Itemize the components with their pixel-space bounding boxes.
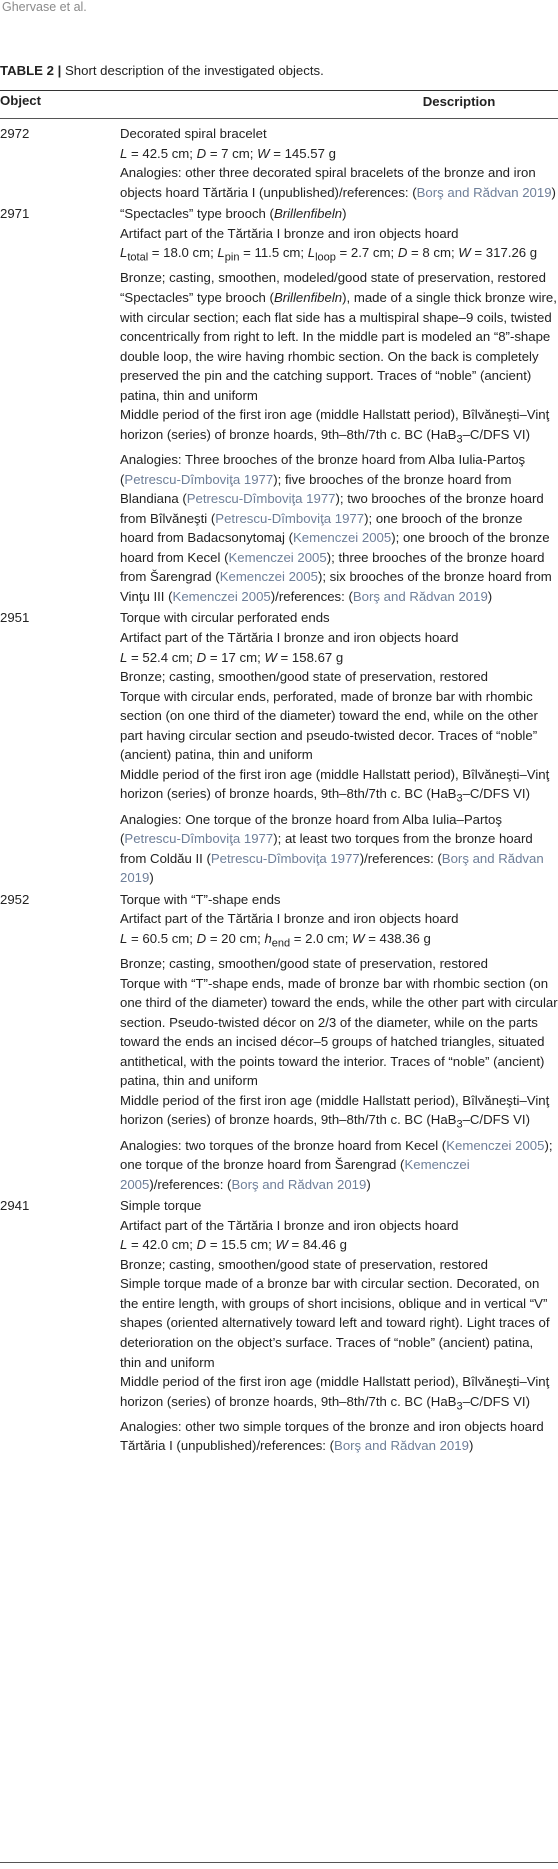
analogies-text: ); two brooches of the bronze hoard from Bîlvăneşti (	[120, 491, 544, 526]
object-title: Torque with circular perforated ends	[120, 610, 330, 626]
object-analogies	[120, 1417, 558, 1456]
object-measurements: L = 42.5 cm; D = 7 cm; W = 145.57 g	[120, 145, 336, 161]
object-artifact: Artifact part of the Tărtăria I bronze and iron objects hoard	[120, 629, 459, 645]
object-measurements: L = 52.4 cm; D = 17 cm; W = 158.67 g	[120, 649, 344, 665]
object-title: Simple torque	[120, 1198, 202, 1214]
object-description	[120, 204, 558, 606]
citation-link[interactable]: Borş and Rădvan 2019	[352, 588, 488, 604]
column-header-object: Object	[0, 93, 42, 108]
analogies-text: Analogies: Three brooches of the bronze hoard from Alba Iulia-Partoş (	[120, 452, 526, 487]
analogies-text: )/references: (	[359, 850, 442, 866]
object-dating: Middle period of the first iron age (middle Hallstatt period), Bîlvăneşti–Vinţ horizon (series) of bronze hoards, 9th–8th/7th c. BC (HaB$_3$–C/DFS VI)	[120, 1092, 550, 1131]
object-description	[120, 890, 558, 1194]
analogies-text: ); one brooch of the bronze hoard from Badacsonytomaj (	[120, 510, 523, 546]
object-technique: Bronze; casting, smoothen/good state of preservation, restored	[120, 955, 488, 971]
citation-link[interactable]: Petrescu-Dîmboviţa 1977	[210, 850, 360, 866]
analogies-text: Analogies: two torques of the bronze hoard from Kecel (	[120, 1137, 447, 1153]
object-measurements: L = 42.0 cm; D = 15.5 cm; W = 84.46 g	[120, 1237, 347, 1253]
analogies-text: Analogies: other three decorated spiral bracelets of the bronze and iron objects hoard Tărtăria I (unpublished)/references: (	[120, 165, 536, 200]
citation-link[interactable]: Borş and Rădvan 2019	[416, 184, 552, 200]
table-row	[0, 890, 558, 1194]
detail-text: ), made of a single thick bronze wire, with circular section; each flat side has a multispiral shape–9 coils, twisted concentrically from right to left. In the middle part is modeled an “8”-shape double loop, the wire having rhombic section. On the back is completely preserved the pin and the catching support. Traces of “noble” (ancient) patina, thin and uniform	[120, 290, 557, 403]
analogies-text: ); three brooches of the bronze hoard from Šarengrad (	[120, 549, 545, 585]
citation-link[interactable]: Kemenczei 2005	[292, 530, 392, 546]
table-row	[0, 124, 558, 202]
analogies-text: )/references: (	[270, 588, 353, 604]
object-detail: Torque with “T”-shape ends, made of bronze bar with rhombic section (on one third of the diameter) toward the ends, while the other part with circular section. Pseudo-twisted décor on 2/3 of the diameter, while on the parts toward the ends an incised décor–5 groups of hatched triangles, situated antithetical, with the points toward the interior. Traces of “noble” (ancient) patina, thin and uniform	[120, 975, 558, 1089]
object-artifact: Artifact part of the Tărtăria I bronze and iron objects hoard	[120, 911, 459, 927]
object-id: 2952	[0, 891, 30, 907]
citation-link[interactable]: Petrescu-Dîmboviţa 1977	[215, 510, 365, 526]
table-caption-text: Short description of the investigated objects.	[61, 63, 324, 78]
analogies-text: Analogies: other two simple torques of the bronze and iron objects hoard Tărtăria I (unpublished)/references: (	[120, 1418, 544, 1454]
object-title: Torque with “T”-shape ends	[120, 891, 281, 907]
analogies-text: ); one brooch of the bronze hoard from Kecel (	[120, 530, 550, 565]
object-id: 2972	[0, 126, 30, 141]
object-technique: Bronze; casting, smoothen/good state of preservation, restored	[120, 669, 488, 685]
object-detail	[120, 288, 558, 405]
object-analogies	[120, 810, 558, 888]
object-id: 2941	[0, 1198, 30, 1214]
analogies-text: )	[551, 184, 556, 200]
analogies-text: Analogies: One torque of the bronze hoard from Alba Iulia–Partoş (	[120, 811, 502, 847]
citation-link[interactable]: Petrescu-Dîmboviţa 1977	[124, 831, 274, 847]
detail-italic: Brillenfibeln	[273, 290, 343, 306]
object-artifact: Artifact part of the Tărtăria I bronze and iron objects hoard	[120, 225, 459, 241]
analogies-text: )	[366, 1176, 371, 1192]
object-detail: Torque with circular ends, perforated, made of bronze bar with rhombic section (on one third of the diameter) toward the end, while on the other part having circular section and pseudo-twisted decor. Traces of “noble” (ancient) patina, thin and uniform	[120, 688, 538, 763]
title-text: )	[342, 206, 347, 222]
object-technique: Bronze; casting, smoothen/good state of preservation, restored	[120, 1256, 488, 1272]
citation-link[interactable]: Kemenczei 2005	[228, 549, 327, 565]
object-analogies	[120, 163, 558, 202]
analogies-text: ); at least two torques from the bronze hoard from Coldău II (	[120, 831, 533, 866]
running-head: Ghervase et al.	[2, 0, 87, 14]
citation-link[interactable]: Kemenczei 2005	[172, 588, 271, 604]
table-caption	[0, 62, 558, 80]
object-title: Decorated spiral bracelet	[120, 126, 267, 141]
analogies-text: ); one torque of the bronze hoard from Šarengrad (	[120, 1137, 553, 1173]
object-artifact: Artifact part of the Tărtăria I bronze and iron objects hoard	[120, 1217, 459, 1233]
object-measurements: $L_{total} = 18.0$ cm; $L_{pin} = 11.5$ cm; $L_{loop} = 2.7$ cm; D = 8 cm; W = 317.26 g	[120, 245, 538, 264]
object-description	[120, 124, 558, 202]
detail-text: “Spectacles” type brooch (	[120, 290, 274, 306]
table-row	[0, 204, 558, 606]
object-measurements: L = 60.5 cm; D = 20 cm; $h_{end} = 2.0$ cm; W = 438.36 g	[120, 930, 431, 950]
object-description	[120, 1196, 558, 1456]
column-header-description: Description	[422, 94, 496, 109]
citation-link[interactable]: Borş and Rădvan 2019	[120, 850, 544, 886]
object-dating: Middle period of the first iron age (middle Hallstatt period), Bîlvăneşti–Vinţ horizon (series) of bronze hoards, 9th–8th/7th c. BC (HaB$_3$–C/DFS VI)	[120, 407, 550, 446]
table-bottom-rule	[0, 1862, 558, 1863]
citation-link[interactable]: Petrescu-Dîmboviţa 1977	[124, 471, 274, 487]
object-detail: Simple torque made of a bronze bar with circular section. Decorated, on the entire length, with groups of short incisions, oblique and in vertical “V” shapes (oriented alternatively toward left and toward right). Light traces of deterioration on the object’s surface. Traces of “noble” (ancient) patina, thin and uniform	[120, 1276, 550, 1370]
analogies-text: )	[468, 1438, 474, 1454]
analogies-text: ); six brooches of the bronze hoard from Vinţu III (	[120, 569, 552, 604]
table-header-rule	[0, 118, 558, 119]
analogies-text: )	[149, 870, 154, 886]
object-dating: Middle period of the first iron age (middle Hallstatt period), Bîlvăneşti–Vinţ horizon (series) of bronze hoards, 9th–8th/7th c. BC (HaB$_3$–C/DFS VI)	[120, 766, 550, 805]
table-row	[0, 1196, 558, 1456]
table-top-rule	[0, 90, 558, 91]
object-dating: Middle period of the first iron age (middle Hallstatt period), Bîlvăneşti–Vinţ horizon (series) of bronze hoards, 9th–8th/7th c. BC (HaB$_3$–C/DFS VI)	[120, 1374, 550, 1413]
citation-link[interactable]: Kemenczei 2005	[446, 1137, 545, 1153]
analogies-text: )	[487, 588, 493, 604]
title-text: “Spectacles” type brooch (	[120, 206, 274, 222]
object-title	[120, 204, 558, 224]
table-label: TABLE 2 |	[0, 63, 62, 78]
citation-link[interactable]: Kemenczei 2005	[219, 569, 318, 585]
object-id: 2971	[0, 206, 30, 222]
analogies-text: )/references: (	[149, 1176, 232, 1192]
title-italic: Brillenfibeln	[273, 206, 343, 222]
object-analogies	[120, 450, 558, 606]
citation-link[interactable]: Borş and Rădvan 2019	[334, 1438, 469, 1454]
object-description	[120, 608, 558, 887]
citation-link[interactable]: Borş and Rădvan 2019	[231, 1176, 367, 1192]
object-analogies	[120, 1136, 558, 1195]
object-technique: Bronze; casting, smoothen, modeled/good state of preservation, restored	[120, 270, 546, 286]
table-row	[0, 608, 558, 887]
table-body	[0, 124, 558, 1458]
citation-link[interactable]: Kemenczei 2005	[120, 1157, 470, 1192]
analogies-text: ); five brooches of the bronze hoard from Blandiana (	[120, 471, 512, 507]
object-id: 2951	[0, 610, 30, 626]
citation-link[interactable]: Petrescu-Dîmboviţa 1977	[186, 491, 336, 507]
